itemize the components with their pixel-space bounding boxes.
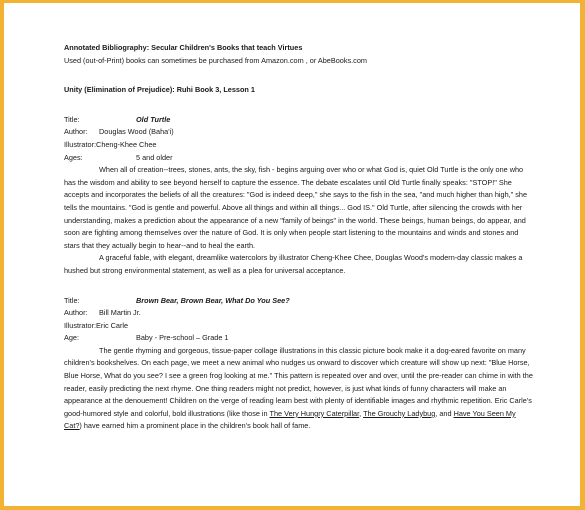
- book2-author-label: Author:: [64, 308, 88, 318]
- book1-title-label: Title:: [64, 114, 80, 124]
- book2-description-text: The gentle rhyming and gorgeous, tissue-paper collage illustrations in this classic picture book make it a dog-eared favorite on many children's bookshelves. On each page, we meet a new animal who nudges us onward to discover which creature will show up next: "Blue Horse, Blue Horse, What do you see? I see a green frog looking at me." This pattern is repeated over and over, until the pre-reader can chime in with the reader, easily predicting the next rhyme. One thing readers might not predict, however, is just what kinds of funny characters will make an appearance at the denouement! Children on the verge of reading learn best with plenty of identifiable images and rhythmic repetition. Eric Carle's good-humored style and colorful, bold illustrations (like those in: [64, 345, 533, 418]
- doc-subtitle: Used (out-of-Print) books can sometimes be purchased from Amazon.com , or AbeBooks.com: [64, 55, 367, 65]
- separator-2: , and: [435, 408, 454, 418]
- link-have-you-seen-my-cat[interactable]: Have You Seen My Cat?: [64, 408, 516, 431]
- book2-author: Bill Martin Jr.: [99, 308, 141, 318]
- link-grouchy-ladybug[interactable]: The Grouchy Ladybug: [363, 408, 436, 418]
- book1-illustrator-row: [64, 139, 534, 152]
- book2-description: [64, 345, 534, 433]
- book2-age-label: Age:: [64, 333, 80, 343]
- book2-title: Brown Bear, Brown Bear, What Do You See?: [136, 295, 290, 305]
- book2-age: Baby - Pre-school – Grade 1: [136, 333, 229, 343]
- book2-title-row: [64, 295, 534, 308]
- separator-1: ,: [359, 408, 364, 418]
- book2-age-row: [64, 332, 534, 345]
- section-heading: Unity (Elimination of Prejudice): Ruhi Book 3, Lesson 1: [64, 85, 255, 95]
- book1-author-label: Author:: [64, 127, 88, 137]
- book1-author-row: [64, 126, 534, 139]
- book2-title-label: Title:: [64, 295, 80, 305]
- book1-ages-label: Ages:: [64, 152, 83, 162]
- book2-illustrator-row: [64, 320, 534, 333]
- book1-title-row: [64, 114, 534, 127]
- book2-illustrator: Eric Carle: [96, 320, 129, 330]
- book1-review: A graceful fable, with elegant, dreamlike watercolors by illustrator Cheng-Khee Chee, Douglas Wood's modern-day classic makes a hushed but strong environmental statement, as well as a plea for universal acceptance.: [64, 253, 523, 275]
- document-content: [64, 42, 534, 433]
- book2-illustrator-label: Illustrator:: [64, 320, 97, 330]
- doc-title: Annotated Bibliography: Secular Children's Books that teach Virtues: [64, 43, 303, 52]
- book2-description-end: ) have earned him a prominent place in the children's book hall of fame.: [79, 421, 311, 431]
- book1-description: When all of creation--trees, stones, ants, the sky, fish - begins arguing over who or what God is, quiet Old Turtle is the only one who has the wisdom and ability to see beyond herself to capture the essence. The debate escalates until Old Turtle finally speaks: "STOP!" She accepts and incorporates the beliefs of all the creatures: "God is indeed deep," she says to the fish in the sea, "and much higher than high," she tells the mountains. "God is gentle and powerful. Above all things and within all things... God IS." Old Turtle, after silencing the crowds with her understanding, makes a prediction about the appearance of a new "family of beings" in the world. These beings, human beings, do appear, and soon are fighting among themselves over the nature of God. It is only when people start listening to the mountains and winds and stones and stars that they actually begin to hear--and to heal the earth.: [64, 165, 528, 250]
- document-page: [4, 3, 580, 506]
- book1-ages-row: [64, 152, 534, 165]
- book1-author: Douglas Wood (Baha'i): [99, 127, 174, 137]
- book2-author-row: [64, 307, 534, 320]
- link-very-hungry-caterpillar[interactable]: The Very Hungry Caterpillar: [269, 408, 360, 418]
- book1-ages: 5 and older: [136, 152, 173, 162]
- book1-illustrator-label: Illustrator:: [64, 139, 97, 149]
- book1-illustrator: Cheng-Khee Chee: [96, 139, 157, 149]
- book1-title: Old Turtle: [136, 114, 171, 124]
